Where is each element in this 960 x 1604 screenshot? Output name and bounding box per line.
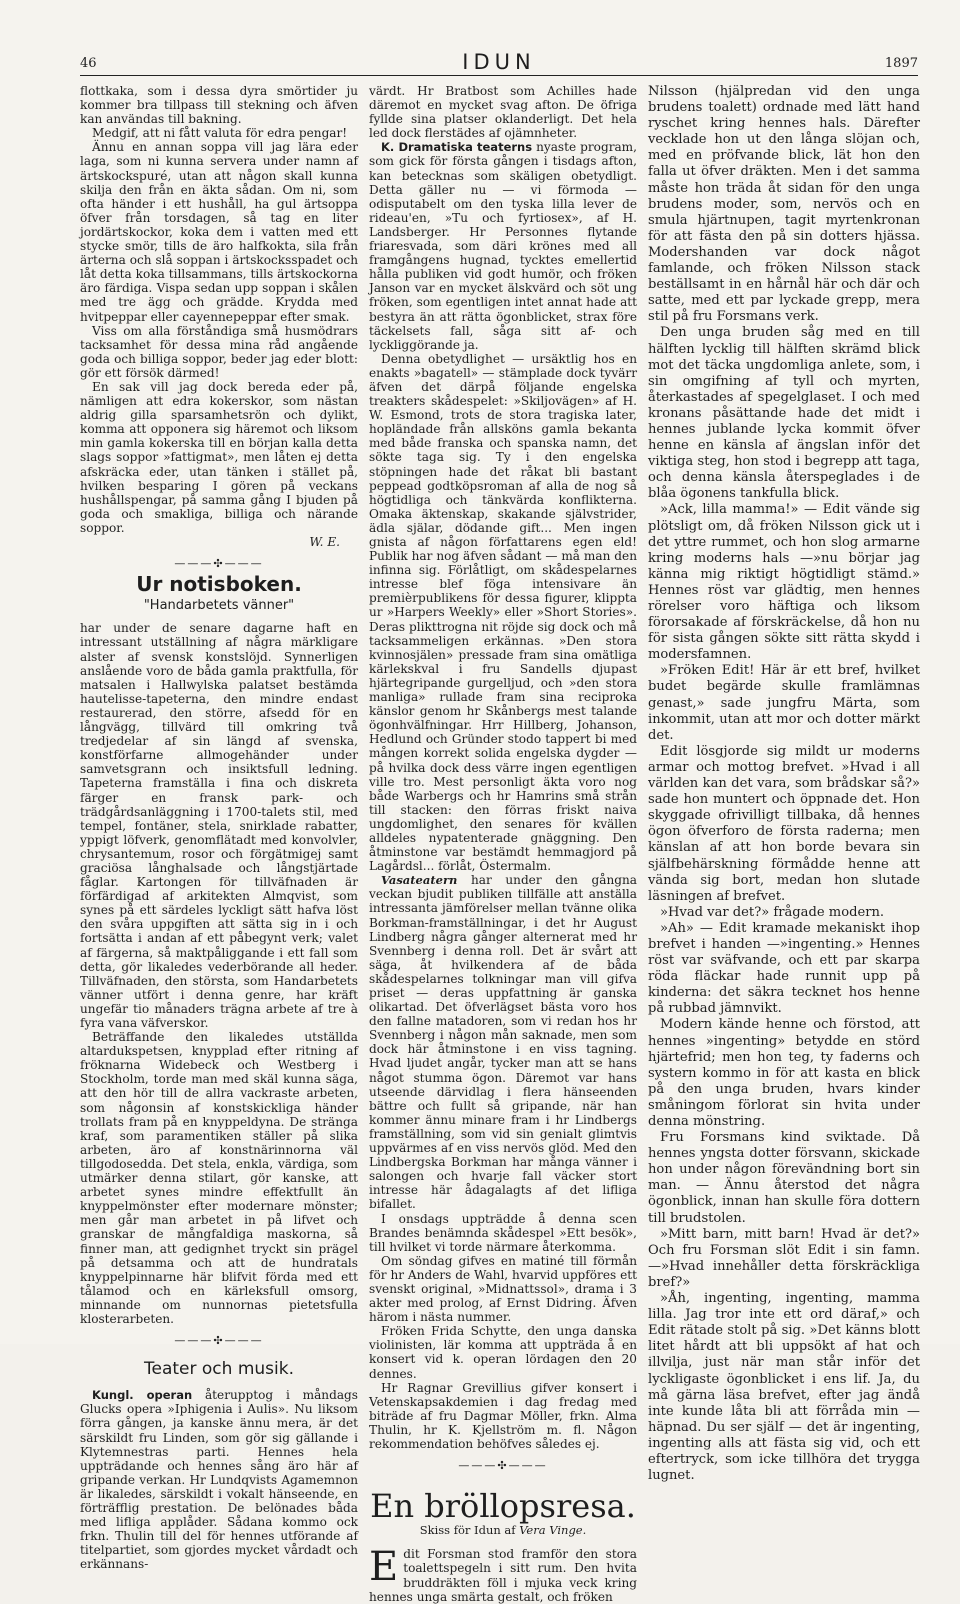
paragraph [80,1388,358,1571]
paragraph-text: nyaste program, som gick för första gången i tisdags afton, kan betecknas som skäligen obetydligt. Detta gäller nu — vi förmoda — odisputabelt om den tyska lilla lever de rideau'en, »Tu och fyrtiosex», af H. Landsberger. Hr Personnes flytande friaresvada, som däri krönes med all framgångens hugnad, tycktes emellertid hålla publiken vid godt humör, och fröken Janson var en mycket älskvärd och söt ung fröken, som egentligen intet annat hade att bestyra än att rätta ögonblicket, strax före täckelsets fall, såga sitt af- och lyckliggörande ja. [369,140,637,352]
column-middle [369,84,637,1604]
paragraph: Om söndag gifves en matiné till förmån för hr Anders de Wahl, hvarvid uppföres ett svenskt original, »Midnattssol», drama i 3 akter med prolog, af Ernst Didring. Äfven härom i nästa nummer. [369,1253,637,1325]
paragraph: Nilsson (hjälpredan vid den unga brudens toalett) ordnade med lätt hand ryschet kring hennes hals. Därefter vecklade hon ut den långa slöjan och, med en pröfvande blick, lät hon den falla ut öfver dräkten. Men i det samma måste hon träda åt sidan för den unga brudens moder, som, nervös och en smula hjärtnupen, tagit myrtenkronan för att fästa den på sin dotters hjässa. Modershanden var dock något famlande, och fröken Nilsson stack beställsamt in en hårnål här och där och satte, med ett par lyckade grepp, mera stil på fru Forsmans verk. [648,84,920,325]
year-label: 1897 [884,56,918,71]
article-subtitle: "Handarbetets vänner" [143,598,295,614]
column-right [648,84,920,1484]
ornament-divider: ———✣——— [458,1459,548,1473]
paragraph [369,140,637,351]
story-title: En bröllopsresa. [370,1487,636,1526]
lead-label: Kungl. operan [92,1388,193,1403]
paragraph: Modern kände henne och förstod, att hennes »ingenting» betydde en störd hjärtefrid; men hon teg, ty faderns och systern kommo in för att kasta en blick på den unga bruden, hvars kinder småningom förlorat sin hvita under denna mönstring. [648,1017,920,1129]
paragraph: Denna obetydlighet — ursäktlig hos en enakts »bagatell» — stämplade dock tyvärr äfven det därpå följande engelska treakters skådespelet: »Skiljovägen» af H. W. Esmond, trots de stora tragiska later, hopländade från allsköns gamla bekanta med både franska och spanska namn, det sökte taga sig. Ty i den engelska stöpningen hade det råkat bli bastant peppead godtköpsroman af alla de nog så högtidliga och tänkvärda konflikterna. Omaka äktenskap, skakande självstrider, ädla själar, dödande gift... Men ingen gnista af någon författarens egen eld! Publik har nog äfven sådant — må man den infinna sig. Förlåtligt, om skådespelarnes intresse blef föga intensivare än premièrpublikens för dessa figurer, klippta ur »Harpers Weekly» eller »Short Stories». Deras plikttrogna nit röjde sig dock och må tacksammeligen erkännas. »Den stora kvinnosjälen» pressade fram sina omätliga kärlekskval i fru Sandells djupast hjärtegripande gurgelljud, och »den stora manliga» rullade fram sina reciproka känslor genom hr Skånbergs mest talande ögonhvälfningar. Hrr Hillberg, Johanson, Hedlund och Gründer stodo tappert bi med mången korrekt solida engelska dygder — på hvilka dock dess värre ingen egentligen ville tro. Mest personligt äkta voro nog både Warbergs och hr Hamrins små strån till stacken: den förras friskt naiva ungdomlighet, den senares för kvällen alldeles nypatenterade gnäggning. Den åtminstone var bestämdt hemmagjord på Lagårdsl... förlåt, Östermalm. [369,351,637,874]
paragraph: har under de senare dagarne haft en intressant utställning af några märkligare alster af svensk konstslöjd. Synnerligen anslående voro de båda gamla praktfulla, för matsalen i Hallwylska palatset bestämda hautelisse-tapeterna, den mindre endast restaurerad, den större, afsedd för en långvägg, tillvärd till omkring två tredjedelar af sin längd af svenska, konstförfarne allmogehänder under samvetsgrann och insiktsfull ledning. Tapeterna framställa i fina och diskreta färger en fransk park- och trädgårdsanläggning i 1700-talets stil, med tempel, fontäner, stela, snirklade rabatter, yppigt löfverk, genomflätadt med konvolvler, chrysantemum, rosor och förgätmigej samt graciösa långhalsade och långstjärtade fåglar. Kartongen för tillväfnaden är förfärdigad af arkitekten Almqvist, som synes på ett särdeles lyckligt sätt hafva löst den svåra uppgiften att sätta sig in i och fortsätta i andan af ett påbegynt verk; valet af färgerna, så maktpåliggande i ett fall som detta, gör likaledes vederbörande all heder. Tillväfnaden, den största, som Handarbetets vänner utfört i denna genre, har kräft ungefär tio månaders trägna arbete af tre à fyra vana väfverskor. [80,621,358,1030]
paragraph [369,873,637,1211]
drop-cap: E [369,1544,399,1591]
paragraph-text: återupptog i måndags Glucks opera »Iphigenia i Aulis». Nu liksom förra gången, ja kanske ännu mera, är det särskildt fru Linden, som gör sig gällande i Klytemnestras parti. Hennes hela uppträdande och hennes sång äro här af gripande verkan. Hr Lundqvists Agamemnon är likaledes, särskildt i vokalt hänseende, en förträfflig prestation. De belönades båda med lifliga applåder. Sådana kommo ock frkn. Thulin till del för hennes utförande af titelpartiet, som gjordes mycket vårdadt och erkännans- [80,1388,358,1572]
paragraph: Ännu en annan soppa vill jag lära eder laga, som ni kunna servera under namn af ärtskockspuré, utan att någon skall kunna skilja den från en äkta sådan. Om ni, som ofta händer i ett hushåll, ha gul ärtsoppa öfver från torsdagen, så tag en liter jordärtskockor, koka dem i vatten med ett stycke smör, tills de äro halfkokta, sila från ärterna och slå soppan i ärtskocksspadet och låt detta koka tillsammans, tills ärtskockorna äro färdiga. Vispa sedan upp soppan i skålen med tre ägg och grädde. Krydda med hvitpeppar eller cayennepeppar efter smak. [80,140,358,324]
paragraph: »Hvad var det?» frågade modern. [660,904,885,920]
lead-label: Vasateatern [381,873,458,888]
paragraph: En sak vill jag dock bereda eder på, nämligen att edra kokerskor, som nästan aldrig gilla sparsamhetsrön och dylikt, komma att opponera sig häremot och liksom min gamla kokerska till en början kalla detta slags soppor »fattigmat», men låten ej detta afskräcka eder, utan tänken i stället på, hvilken besparing I gören på veckans hushållspengar, på samma gång I bjuden på goda och smakliga, billiga och närande soppor. [80,379,358,535]
paragraph: värdt. Hr Bratbost som Achilles hade däremot en mycket svag afton. De öfriga fyllde sina platser oklanderligt. Det hela led dock flerstädes af ojämnheter. [369,84,637,141]
paragraph: Viss om alla förståndiga små husmödrars tacksamhet för dessa mina råd angående goda och billiga soppor, beder jag eder blott: gör ett försök därmed! [80,323,358,380]
header-rule [80,75,918,76]
paragraph: »Ah» — Edit kramade mekaniskt ihop brefvet i handen —»ingenting.» Hennes röst var sväfvande, och ett par skarpa röda fläckar hade runnit upp på kinderna: det säkra tecknet hos henne på rubbad jämnvikt. [648,920,920,1017]
section-title-teater-musik: Teater och musik. [144,1359,294,1380]
byline-author: Vera Vinge. [519,1523,587,1538]
paragraph: flottkaka, som i dessa dyra smörtider ju kommer bra tillpass till stekning och äfven kan användas till bakning. [80,84,358,127]
paragraph: »Åh, ingenting, ingenting, mamma lilla. Jag tror inte ett ord däraf,» och Edit rätade stolt på sig. »Det känns blott litet hårdt att bli uppsökt af hat och illvilja, just när man står inför det lyckligaste ögonblicket i ens lif. Ja, du må gärna läsa brefvet, efter jag ändå inte kunde låta bli att förråda min — häpnad. Du ser själf — det är ingenting, ingenting alls att fästa sig vid, och ett eftertryck, som icke tillhöra det trygga lugnet. [648,1291,920,1484]
paragraph [369,1544,637,1604]
paragraph: Edit lösgjorde sig mildt ur moderns armar och mottog brefvet. »Hvad i all världen kan det vara, som brådskar så?» sade hon muntert och öppnade det. Hon skyggade ofrivilligt tillbaka, då hennes ögon öfverforo de första raderna; men känslan af att hon borde bevara sin själfbehärskning förmådde henne att vända sig bort, medan hon slutade läsningen af brefvet. [648,743,920,904]
signature: W. E. [309,535,340,549]
paragraph: »Fröken Edit! Här är ett bref, hvilket budet begärde skulle framlämnas genast,» sade jungfru Märta, som inkommit, utan att mor och dotter märkt det. [648,663,920,743]
masthead-title: IDUN [462,50,536,74]
lead-label: K. Dramatiska teaterns [381,140,533,155]
paragraph: I onsdags uppträdde å denna scen Brandes benämnda skådespel »Ett besök», till hvilket vi torde närmare återkomma. [369,1211,637,1254]
column-left [80,84,358,1572]
story-byline: Skiss för Idun af Vera Vinge. [419,1523,587,1538]
paragraph: Medgif, att ni fått valuta för edra pengar! [92,126,348,141]
page-number: 46 [80,56,97,71]
paragraph: »Mitt barn, mitt barn! Hvad är det?» Och fru Forsman slöt Edit i sin famn. —»Hvad innehåller detta förskräckliga bref?» [648,1226,920,1290]
paragraph: Hr Ragnar Grevillius gifver konsert i Vetenskapsakdemien i dag fredag med biträde af fru Dagmar Möller, frkn. Alma Thulin, hr K. Kjellström m. fl. Någon rekommendation behöfves således ej. [369,1380,637,1451]
paragraph-text: har under den gångna veckan bjudit publiken tillfälle att anställa intressanta jämförelser mellan tvänne olika Borkman-framställningar, i det hr August Lindberg några gånger alternerat med hr Svennberg i denna roll. Det är svårt att säga, åt hvilkendera af de båda skådespelarnes tolkningar man vill gifva priset — deras uppfattning är ganska olikartad. Det öfverlägset bästa voro hos den fallne matadoren, som vi redan hos hr Svennberg i någon mån saknade, men som dock här åtminstone i en viss tagning. Hvad ljudet angår, tycker man att se hans något stumma ögon. Däremot var hans utseende därvidlag i flera hänseenden bättre och fullt så gripande, när han kommer ännu minare fram i hr Lindbergs framställning, som vid sin genialt glimtvis uppvärmes af en viss nervös glöd. Med den Lindbergska Borkman har många vänner i salongen och hvarje fall väcker stort intresse här ådagalagts af det lifliga bifallet. [369,873,637,1212]
paragraph: Den unga bruden såg med en till hälften lycklig till hälften skrämd blick mot det täcka ungdomliga anlete, som, i sin omgifning af tyll och myrten, återkastades af spegelglaset. I och med kronans påsättande hade det midt i hennes jublande lycka kommit öfver henne en känsla af ängslan inför det viktiga steg, hon stod i begrepp att taga, och denna känsla återspeglades i de blåa ögonens tankfulla blick. [648,325,920,502]
paragraph: Beträffande den likaledes utställda altardukspetsen, knypplad efter ritning af fröknarna Widebeck och Westberg i Stockholm, torde man med skäl kunna säga, att den hör till de allra vackraste arbeten, som någonsin af konstskickliga händer trollats fram på en knyppeldyna. De stränga kraf, som paramentiken ställer på slika arbeten, äro af konstnärinnorna väl tillgodosedda. Det stela, enkla, värdiga, som utmärker denna stilart, gör kanske, att arbetet synes mindre effektfullt än knyppelmönster efter modernare mönster; men går man arbetet in på lifvet och granskar de mångfaldiga maskorna, så finner man, att gedignhet tryckt sin prägel på detsamma och att de hundratals knyppelpinnarne här blifvit förda med ett tålamod och en kärleksfull omsorg, minnande om nunnornas pietetsfulla klosterarbeten. [80,1030,358,1326]
ornament-divider: ———✣——— [174,1334,264,1348]
page-header [80,50,918,76]
paragraph: Fröken Frida Schytte, den unga danska violinisten, lär komma att uppträda å en konsert vid k. operan lördagen den 20 dennes. [369,1324,637,1381]
paragraph: Fru Forsmans kind sviktade. Då hennes yngsta dotter försvann, skickade hon under någon förevändning bort sin man. — Ännu återstod det några ögonblick, innan han skulle föra dottern till brudstolen. [648,1130,920,1226]
paragraph: »Ack, lilla mamma!» — Edit vände sig plötsligt om, då fröken Nilsson gick ut i det yttre rummet, och hon slog armarne kring moderns hals —»nu börjar jag känna mig riktigt högtidligt stämd.» Hennes röst var glädtig, men hennes rörelser voro häftiga och liksom förorsakade af förskräckelse, då hon nu för sista gången sökte sitt rätta skydd i modersfamnen. [648,502,920,663]
paragraph-text: dit Forsman stod framför den stora toalettspegeln i sitt rum. Den hvita bruddräkten föll i mjuka veck kring hennes unga smärta gestalt, och fröken [369,1547,637,1604]
ornament-divider: ———✣——— [174,557,264,571]
section-title-notisboken: Ur notisboken. [136,572,302,597]
